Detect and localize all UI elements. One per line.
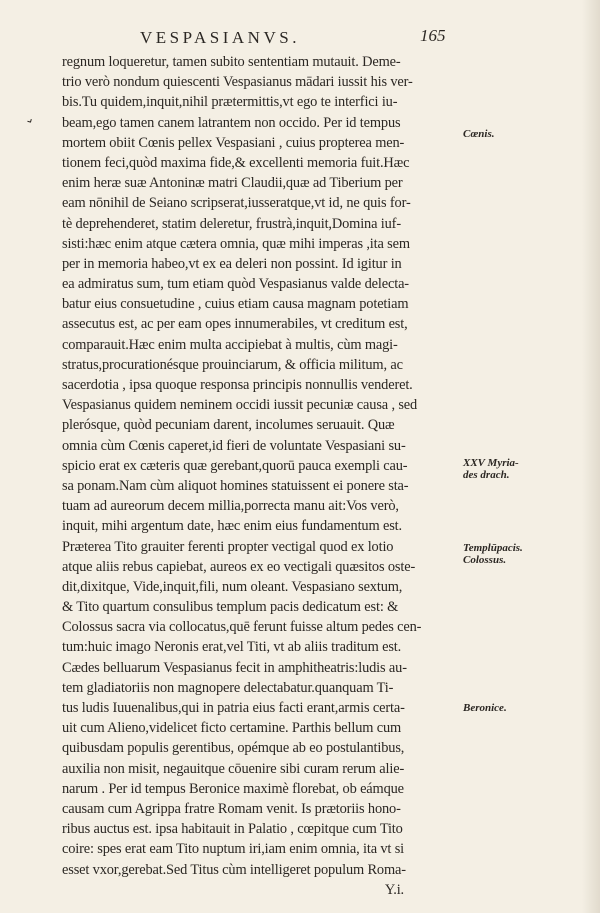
text-line: dit,dixitque, Vide,inquit,fili, num oleant. Vespasiano sextum, <box>62 578 403 595</box>
text-line: mortem obiit Cœnis pellex Vespasiani , cuius propterea men- <box>62 134 405 151</box>
text-line: tus ludis Iuuenalibus,qui in patria eius facti erant,armis certa- <box>62 700 405 716</box>
text-line: trio verò nondum quiescenti Vespasianus mādari iussit his ver- <box>62 74 413 91</box>
text-line: tionem feci,quòd maxima fide,& excellenti memoria fuit.Hæc <box>62 154 410 171</box>
text-line: sacerdotia , ipsa quoque responsa principis nonnullis venderet. <box>62 377 413 393</box>
text-line: quibusdam populis gerentibus, opémque ab eo postulantibus, <box>62 740 405 757</box>
text-line: tuam ad aureorum decem millia,porrecta manu ait:Vos verò, <box>62 498 399 515</box>
text-line: sisti:hæc enim atque cætera omnia, quæ mihi imperas ,ita sem <box>62 235 410 252</box>
text-line: tum:huic imago Neronis erat,vel Titi, vt ab aliis traditum est. <box>62 639 402 656</box>
text-line: ribus auctus est. ipsa habitauit in Palatio , cœpitque cum Tito <box>62 821 403 838</box>
text-line: eam nōnihil de Seiano scripserat,iusseratque,vt id, ne quis for- <box>62 195 411 212</box>
text-line: sa ponam.Nam cùm aliquot homines statuissent ei ponere sta- <box>62 477 409 494</box>
margin-note-myriades: XXV Myria- des drach. <box>463 457 519 481</box>
text-line: comparauit.Hæc enim multa accipiebat à multis, cùm magi- <box>62 336 398 353</box>
text-line: coire: spes erat eam Tito nuptum iri,iam enim omnia, ita vt si <box>62 841 405 858</box>
text-line: per in memoria habeo,vt ex ea deleri non possint. Id igitur in <box>62 255 402 272</box>
margin-note-beronice: Beronice. <box>463 702 507 714</box>
text-line: auxilia non misit, negauitque cōuenire sibi curam rerum alie- <box>62 760 405 777</box>
text-line: assecutus est, ac per eam opes innumerabiles, vt creditum est, <box>62 316 408 333</box>
text-line: causam cum Agrippa fratre Romam venit. Is prætoriis hono- <box>62 800 401 817</box>
text-line: plerósque, quòd pecuniam darent, incolumes seruauit. Quæ <box>62 417 395 434</box>
text-line: Præterea Tito grauiter ferenti propter vectigal quod ex lotio <box>62 538 394 555</box>
caret-mark-icon: ⌄ <box>20 110 37 128</box>
running-head: VESPASIANVS. <box>140 28 300 47</box>
text-line: atque aliis rebus capiebat, aureos ex eo vectigali quæsitos oste- <box>62 558 416 575</box>
text-line: esset vxor,gerebat.Sed Titus cùm intelligeret populum Roma- <box>62 861 406 878</box>
text-line: & Tito quartum consulibus templum pacis dedicatum est: & <box>62 599 399 616</box>
margin-note-templum-pacis: Templūpacis. Colossus. <box>463 542 523 566</box>
text-line: batur eius consuetudine , cuius etiam causa magnam potetiam <box>62 296 409 313</box>
text-line: inquit, mihi argentum date, hæc enim eius fundamentum est. <box>62 518 402 535</box>
text-line: bis.Tu quidem,inquit,nihil prætermittis,vt ego te interfici iu- <box>62 94 398 111</box>
body-text <box>62 52 462 900</box>
page-number: 165 <box>420 26 446 45</box>
text-line: stratus,procurationésque prouinciarum, & officia militum, ac <box>62 356 403 373</box>
text-line: tè deprehenderet, statim deleretur, frustrà,inquit,Domina iuf- <box>62 215 401 232</box>
text-line: enim heræ suæ Antoninæ matri Claudii,quæ ad Tiberium per <box>62 175 403 192</box>
text-line: Cædes belluarum Vespasianus fecit in amphitheatris:ludis au- <box>62 659 407 676</box>
text-line: narum . Per id tempus Beronice maximè florebat, ob eámque <box>62 780 404 797</box>
text-line: regnum loqueretur, tamen subito sententiam mutauit. Deme- <box>62 54 401 70</box>
text-line: beam,ego tamen canem latrantem non occido. Per id tempus <box>62 114 401 131</box>
text-line: omnia cùm Cœnis caperet,id fieri de voluntate Vespasiani su- <box>62 437 406 454</box>
page-edge-shadow <box>582 0 600 913</box>
text-line: ea admiratus sum, tum etiam quòd Vespasianus valde delecta- <box>62 276 409 293</box>
text-line: spicio erat ex cæteris quæ gerebant,quorū pauca exempli cau- <box>62 457 408 474</box>
text-line: tem gladiatoriis non magnopere delectabatur.quanquam Ti- <box>62 679 394 696</box>
text-line: uit cum Alieno,videlicet ficto certamine. Parthis bellum cum <box>62 720 402 737</box>
margin-note-coenis: Cœnis. <box>463 128 495 140</box>
text-line: Vespasianus quidem neminem occidi iussit pecuniæ causa , sed <box>62 397 418 414</box>
signature-mark: Y.i. <box>384 881 404 898</box>
text-line: Colossus sacra via collocatus,quē ferunt fuisse altum pedes cen- <box>62 619 422 636</box>
